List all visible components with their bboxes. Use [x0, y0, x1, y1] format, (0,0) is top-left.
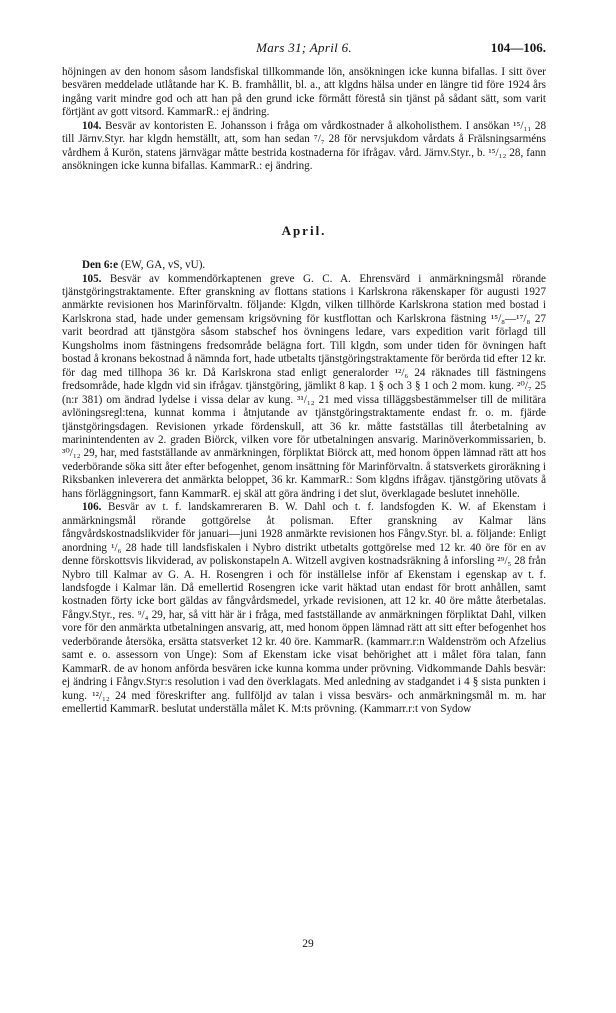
case-number: 104.: [82, 119, 102, 132]
session-date: [62, 259, 546, 272]
case-text: Besvär av kommendörkaptenen greve G. C. A. Ehrensvärd i anmärkningsmål rörande tjänstgöringstraktamente. Efter granskning av flottans stations i Karlskrona räkenskaper för augusti 1927 anmärkte revisionen hos Marinförvaltn. följande: Klgdn, vilken tillhörde Karlskrona station med bostad i Karlskrona stad, hade under gemensam krigsövning för kustflottan och Karlskrona fästning ¹⁵/₈—¹⁷/₈ 27 varit beordrad att tjänstgöra såsom stabschef hos övningens ledare, vars expedition varit förlagd till Kungsholms inom fästningens fredsområde belägna fort. Till klgdn, som under tiden för övningen haft bostad å kronans bekostnad å nämnda fort, hade utbetalts tjänstgöringstraktamente för berörda tid efter 12 kr. för dag med tillhopa 36 kr. Då Karlskrona stad enligt generalorder ¹²/₆ 24 räknades till fästningens fredsområde, hade klgdn vid sin ifrågav. tjänstgöring, jämlikt 8 kap. 1 § och 3 § 1 och 2 mom. kung. ²⁰/₇ 25 (n:r 381) om ändrad lydelse i vissa delar av kung. ³¹/₁₂ 21 med vissa tilläggsbestämmelser till de militära avlöningsregl:tena, kunnat komma i åtnjutande av tjänstgöringstraktamente endast fr. o. m. fjärde tjänstgöringsdagen. Revisionen yrkade fördenskull, att 36 kr. måtte fastställas till återbetalning av marinintendenten av 2. graden Biörck, vilken vore för utbetalningen ansvarig. Marinöverkommissarien, b. ³⁰/₁₂ 29, har, med fastställande av anmärkningen, förpliktat Biörck att, med honom öppen lämnad rätt att hos vederbörande söka sitt åter efter befogenhet, genom insättning för Marinförvaltn. å statsverkets giroräkning i Riksbanken inleverera det anmärkta beloppet, 36 kr. KammarR.: Som klgdns ifrågav. tjänstgöring utövats å hans förläggningsort, fann KammarR. ej skäl att göra ändring i det slut, överklagade beslutet innehölle.: [62, 272, 546, 500]
header-dates: Mars 31; April 6.: [256, 40, 352, 55]
section-heading: April.: [281, 222, 327, 238]
case-number: 106.: [82, 501, 102, 514]
case-number: 105.: [82, 272, 102, 285]
header-case-range: 104—106.: [490, 40, 546, 55]
case-104: [62, 120, 546, 174]
case-106: [62, 501, 546, 716]
running-header: [62, 40, 546, 58]
session-members: (EW, GA, vS, vU).: [120, 259, 206, 272]
case-105: [62, 273, 546, 502]
paragraph-103-continued: höjningen av den honom såsom landsfiskal tillkommande lön, ansökningen icke kunna bifallas. I sitt över besvären meddelade utlåtande har K. B. framhållit, bl. a., att klgdns hälsa under en längre tid före 1924 års ingång varit mindre god och att han på den grund icke förmått förestå sin tjänst på sådant sätt, som varit förtjänt av gott vitsord. KammarR.: ej ändring.: [62, 66, 546, 119]
case-text: Besvär av t. f. landskamreraren B. W. Dahl och t. f. landsfogden K. W. af Ekenstam i anmärkningsmål rörande gottgörelse åt polisman. Efter granskning av Kalmar läns fångvårdskostnadslikvider för januari—juni 1928 anmärkte revisionen hos Fångv.Styr. bl. a. följande: Enligt anordning ¹/₆ 28 hade till landsfiskalen i Nybro distrikt utbetalts gottgörelse med 12 kr. 40 öre för en av denne förskottsvis likviderad, av poliskonstapeln A. Witzell avgiven kostnadsräkning å inforsling ²⁹/₅ 28 från Nybro till Kalmar av G. A. H. Rosengren i och för inställelse inför af Ekenstam i egenskap av t. f. landsfogde i Kalmar län. Då emellertid Rosengren icke varit häktad utan endast för brott anhållen, samt kostnaden förty icke bort gäldas av fångvårdsmedel, yrkade revisionen, att 12 kr. 40 öre måtte återbetalas. Fångv.Styr., res. ⁹/₄ 29, har, så vitt här är i fråga, med fastställande av anmärkningen förpliktat Dahl, vilken vore för den anmärkta utbetalningen ansvarig, att, med honom öppen lämnad rätt att sitt efter befogenhet hos vederbörande återsöka, ersätta statsverket 12 kr. 40 öre. KammarR. (kammarr.r:n Waldenström och Afzelius samt e. o. assessorn von Unge): Som af Ekenstam icke visat behörighet att i målet föra talan, fann KammarR. de av honom anförda besvären icke kunna komma under prövning. Vidkommande Dahls besvär: ej ändring i Fångv.Styr:s resolution i vad den överklagats. Med anledning av stadgandet i 4 § sista punkten i kung. ¹²/₁₂ 24 med föreskrifter ang. fullföljd av talan i vissa besvärs- och anmärkningsmål m. m. har emellertid KammarR. beslutat underställa målet K. M:ts prövning. (Kammarr.r:t von Sydow: [62, 501, 546, 716]
session-day: Den 6:e: [82, 259, 119, 272]
case-text: Besvär av kontoristen E. Johansson i fråga om vårdkostnader å alkoholisthem. I ansökan ¹⁵/₁₁ 28 till Järnv.Styr. har klgdn hemställt, att, som han sedan ⁷/₇ 28 för nervsjukdom vårdats å Frälsningsarméns vårdhem å Kurön, statens järnvägar måtte bestrida kostnaderna för ifrågav. vård. Järnv.Styr., b. ¹⁵/₁₂ 28, fann ansökningen icke kunna bifallas. KammarR.: ej ändring.: [62, 119, 546, 173]
page-number: 29: [302, 938, 314, 950]
page-body: [62, 66, 546, 716]
